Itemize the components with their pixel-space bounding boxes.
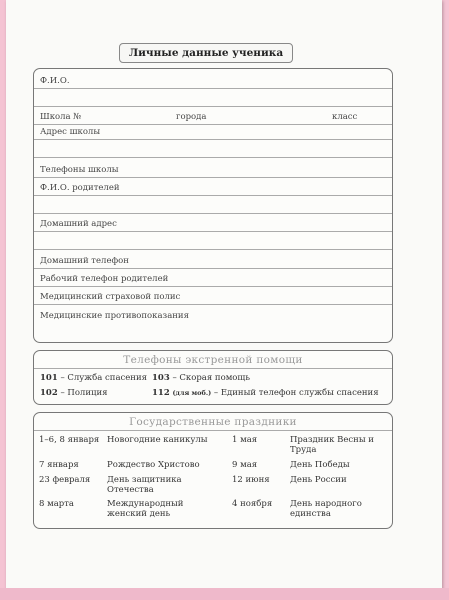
work-phone-label: Рабочий телефон родителей (40, 274, 169, 284)
emergency-number: 103 (152, 373, 170, 383)
notebook-page (6, 0, 442, 590)
home-phone-row (34, 250, 392, 269)
holiday-date: 1 мая (232, 435, 258, 445)
contraindications-row (34, 305, 392, 323)
school-phones-row (34, 158, 392, 178)
holiday-name: День народного единства (290, 499, 362, 519)
holiday-date: 1–6, 8 января (39, 435, 100, 445)
holiday-name: День защитника Отечества (107, 475, 182, 495)
emergency-item (40, 373, 147, 383)
holiday-name: Рождество Христово (107, 460, 200, 470)
holiday-name: День России (290, 475, 347, 485)
school-address-blank-row (34, 140, 392, 158)
school-address-label: Адрес школы (40, 127, 101, 137)
emergency-number: 101 (40, 373, 58, 383)
holiday-name: Новогодние каникулы (107, 435, 208, 445)
school-label: Школа № (40, 112, 82, 122)
holiday-name: День Победы (290, 460, 350, 470)
insurance-row (34, 287, 392, 305)
contraindications-label: Медицинские противопоказания (40, 311, 189, 321)
holiday-date: 23 февраля (39, 475, 91, 485)
holiday-date: 12 июня (232, 475, 270, 485)
fio-row (34, 69, 392, 89)
emergency-text: – Полиция (60, 388, 108, 398)
emergency-number: 102 (40, 388, 58, 398)
emergency-item (40, 388, 108, 398)
fio-blank-row (34, 89, 392, 107)
emergency-phones-box (33, 350, 393, 405)
parents-label: Ф.И.О. родителей (40, 183, 120, 193)
emergency-note: (для моб.) (172, 389, 212, 397)
emergency-item (152, 388, 379, 398)
holiday-date: 9 мая (232, 460, 258, 470)
emergency-text: – Единый телефон службы спасения (213, 388, 379, 398)
cover-edge (0, 588, 449, 600)
emergency-text: – Скорая помощь (172, 373, 250, 383)
emergency-text: – Служба спасения (60, 373, 147, 383)
school-phones-label: Телефоны школы (40, 165, 119, 175)
holiday-name: Международный женский день (107, 499, 184, 519)
emergency-number: 112 (152, 388, 170, 398)
holidays-box (33, 412, 393, 529)
holiday-name: Праздник Весны и Труда (290, 435, 374, 455)
parents-blank-row (34, 196, 392, 214)
personal-data-title: Личные данные ученика (119, 43, 293, 63)
holiday-date: 4 ноября (232, 499, 273, 509)
class-label: класс (332, 112, 358, 122)
home-address-row (34, 214, 392, 232)
home-phone-label: Домашний телефон (40, 256, 129, 266)
holiday-date: 7 января (39, 460, 79, 470)
school-address-row (34, 125, 392, 140)
holiday-date: 8 марта (39, 499, 75, 509)
city-label: города (176, 112, 207, 122)
home-address-blank-row (34, 232, 392, 250)
emergency-item (152, 373, 250, 383)
school-row (34, 107, 392, 125)
home-address-label: Домашний адрес (40, 219, 117, 229)
parents-row (34, 178, 392, 196)
work-phone-row (34, 269, 392, 287)
fio-label: Ф.И.О. (40, 76, 70, 86)
holidays-title: Государственные праздники (34, 413, 392, 431)
insurance-label: Медицинский страховой полис (40, 292, 181, 302)
emergency-title: Телефоны экстренной помощи (34, 351, 392, 369)
personal-data-box (33, 68, 393, 343)
